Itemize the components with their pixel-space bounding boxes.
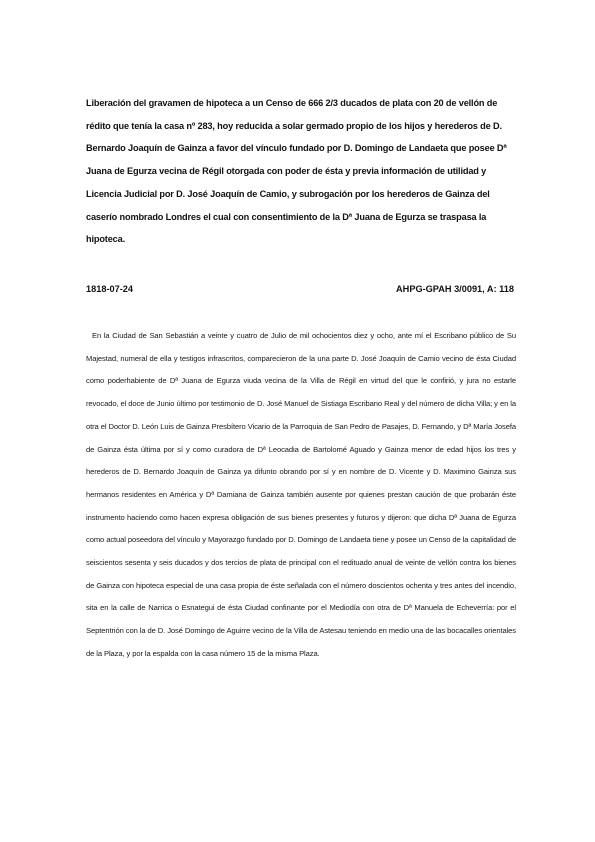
reference-row (86, 278, 514, 300)
document-title: Liberación del gravamen de hipoteca a un Censo de 666 2/3 ducados de plata con 20 de vellón de rédito que tenía la casa nº 283, hoy reducida a solar germado propio de los hijos y herederos de D. Bernardo Joaquín de Gainza a favor del vínculo fundado por D. Domingo de Landaeta que posee Dª Juana de Egurza vecina de Régil otorgada con poder de ésta y previa información de utilidad y Licencia Judicial por D. José Joaquín de Camio, y subrogación por los herederos de Gainza del caserío nombrado Londres el cual con consentimiento de la Dª Juana de Egurza se traspasa la hipoteca. (86, 98, 507, 245)
archive-reference: AHPG-GPAH 3/0091, A: 118 (396, 284, 514, 294)
document-body: En la Ciudad de San Sebastián a veinte y cuatro de Julio de mil ochocientos diez y ocho, ante mí el Escribano público de Su Majestad, numeral de ella y testigos infrascritos, comparecieron de la una parte D. José Joaquín de Camio vecino de ésta Ciudad como poderhabiente de Dª Juana de Egurza viuda vecina de la Villa de Régil en virtud del que le confirió, y jura no estarle revocado, el doce de Junio último por testimonio de D. José Manuel de Sistiaga Escribano Real y del número de dicha Villa; y en la otra el Doctor D. León Luis de Gainza Presbítero Vicario de la Parroquia de San Pedro de Pasajes, D. Fernando, y Dª María Josefa de Gainza ésta última por sí y como curadora de Dª Leocadia de Bartolomé Aguado y Gainza menor de edad hijos los tres y herederos de D. Bernardo Joaquín de Gainza ya difunto obrando por sí y en nombre de D. Vicente y D. Maximino Gainza sus hermanos residentes en América y Dª Damiana de Gainza también ausente por quienes prestan caución de que probarán éste instrumento haciendo como hacen expresa obligación de sus bienes presentes y futuros y dijeron: que dicha Dª Juana de Egurza como actual poseedora del vínculo y Mayorazgo fundado por D. Domingo de Landaeta tiene y posee un Censo de la capitalidad de seiscientos sesenta y seis ducados y dos tercios de plata de principal con el redituado anual de veinte de vellón contra los bienes de Gainza con hipoteca especial de una casa propia de éste señalada con el número doscientos ochenta y tres antes del incendio, sita en la calle de Narrica o Esnategui de ésta Ciudad confinante por el Mediodía con otra de Dª Manuela de Echeverría: por el Septentrión con la de D. José Domingo de Aguirre vecino de la Villa de Astesau teniendo en medio una de las bocacalles orientales de la Plaza, y por la espalda con la casa número 15 de la misma Plaza. (86, 331, 516, 658)
document-date: 1818-07-24 (86, 284, 133, 294)
